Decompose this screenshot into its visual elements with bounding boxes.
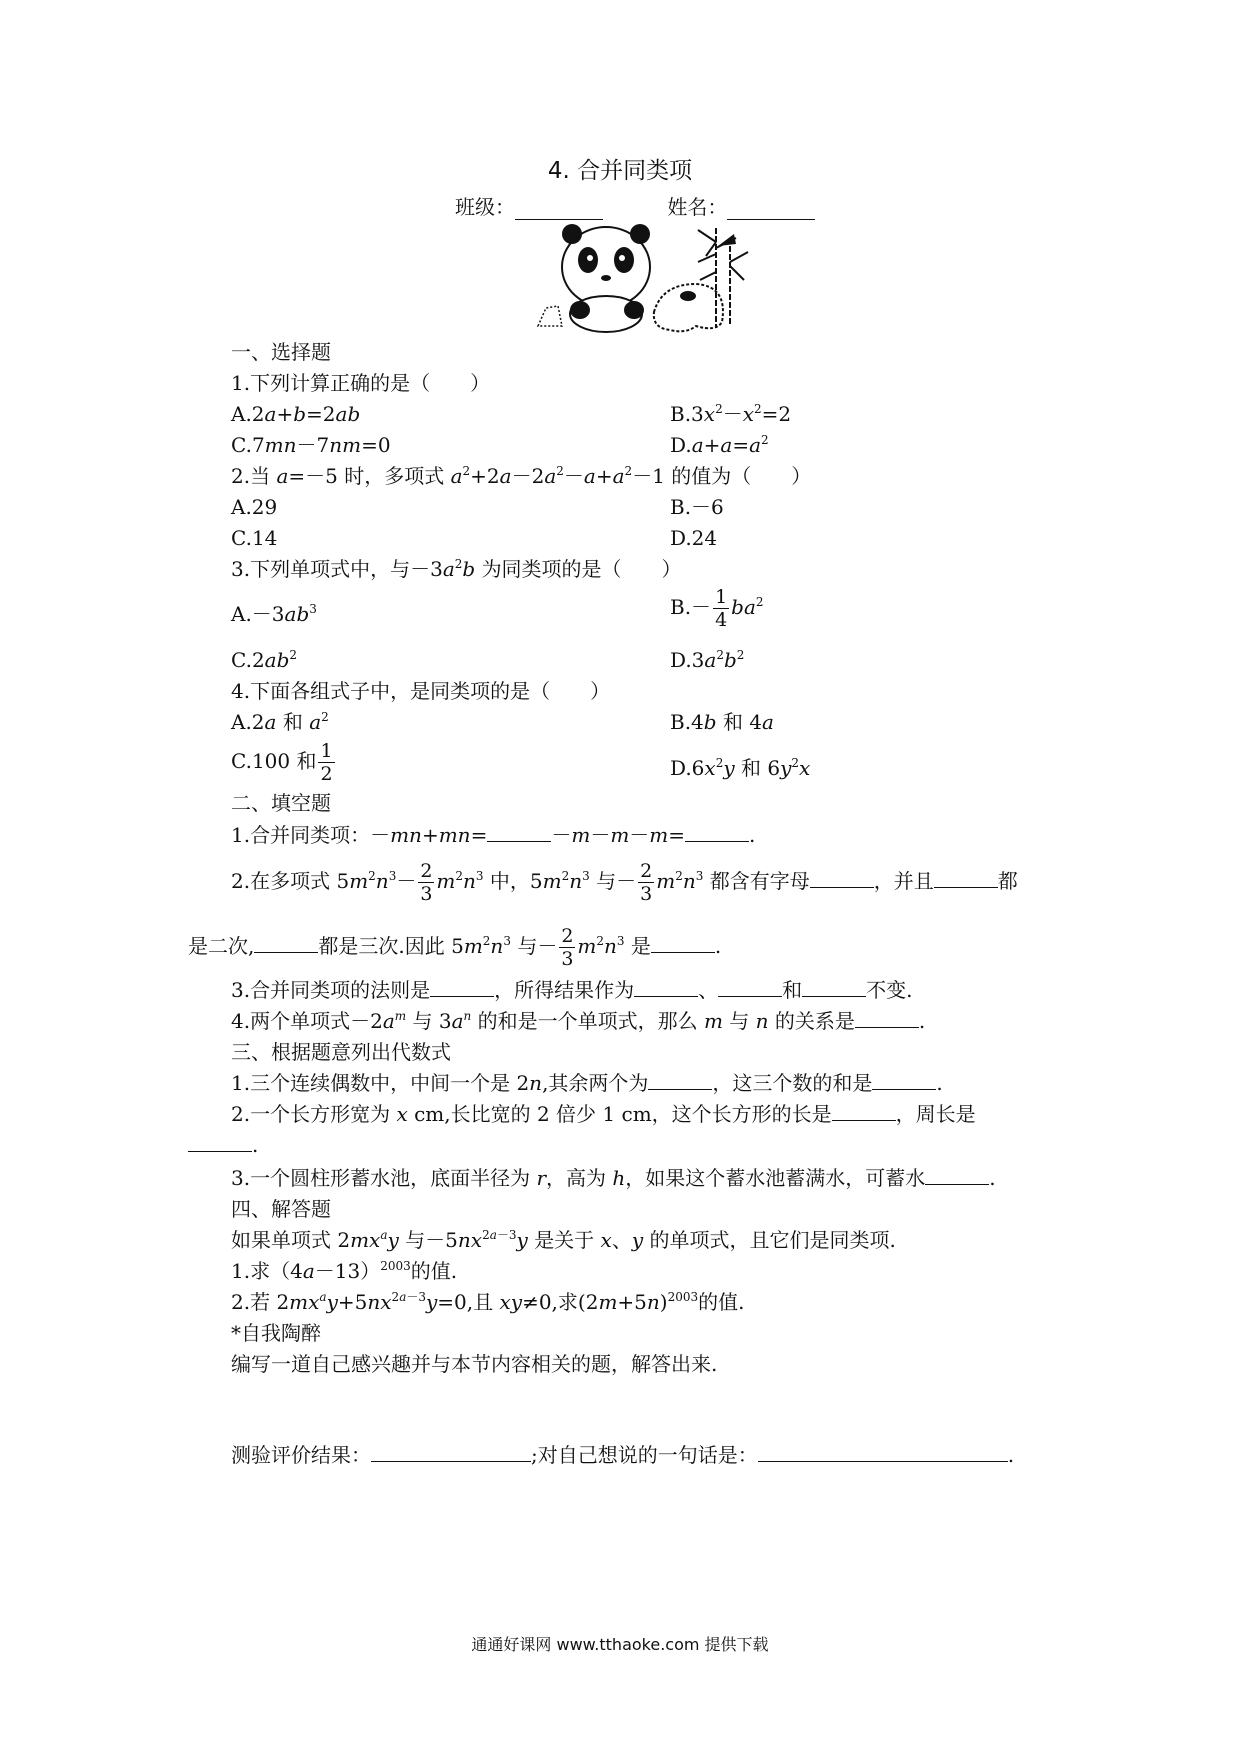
- q3-option-c: $C.2ab^2$: [231, 648, 298, 672]
- fill-q4: 4.两个单项式$-2a^m$ 与 $3a^n$ 的和是一个单项式，那么 m 与 n 的关系是 .: [231, 1009, 926, 1033]
- expr-q2-line2: .: [188, 1133, 258, 1157]
- fraction: $\frac{1}{2}$: [320, 740, 333, 785]
- self-challenge-desc: 编写一道自己感兴趣并与本节内容相关的题，解答出来.: [231, 1352, 718, 1376]
- class-blank[interactable]: [515, 201, 603, 220]
- evaluation-blank[interactable]: [371, 1443, 531, 1462]
- solve-intro: 如果单项式 $2mx^ay$ 与$-5nx^{2a-3}y$ 是关于 x、y 的单项式，且它们是同类项.: [231, 1228, 896, 1252]
- q3-option-b: B.－ $\frac{1}{4}$ $ba^2$: [670, 586, 764, 631]
- fill-q1: 1.合并同类项：－mn+mn= －m－m－m= .: [231, 823, 756, 847]
- name-blank[interactable]: [727, 201, 815, 220]
- q1-option-c: C.7mn－7nm=0: [231, 433, 391, 457]
- q4-option-c: C.100 和 $\frac{1}{2}$: [231, 740, 333, 785]
- q4-option-b: B.4b 和 4a: [670, 710, 774, 734]
- fraction: $\frac{1}{4}$: [715, 586, 728, 631]
- q4-option-d: $D.6x^2y$ 和 $6y^2x$: [670, 756, 811, 780]
- class-label: 班级：: [455, 195, 515, 219]
- q3-option-d: $D.3a^2b^2$: [670, 648, 745, 672]
- expr-q1: 1.三个连续偶数中，中间一个是 2n,其余两个为 ，这三个数的和是 .: [231, 1071, 943, 1095]
- expr-q2-line1: 2.一个长方形宽为 x cm,长比宽的 2 倍少 1 cm，这个长方形的长是 ，周长是: [231, 1102, 976, 1126]
- section-solve-heading: 四、解答题: [231, 1197, 331, 1221]
- solve-q1: 1.求$(4a-13)^{2003}$的值.: [231, 1259, 458, 1283]
- fill-q2-line1: 2.在多项式 $5m^2n^3-$ $\frac{2}{3}$ $m^2n^3$ 中，$5m^2n^3$ 与－ $\frac{2}{3}$ $m^2n^3$ 都含有字母 ，并且 都: [231, 860, 1018, 905]
- q3-option-a: $A.-3ab^3$: [231, 602, 317, 626]
- q2-option-a: A.29: [231, 495, 278, 519]
- student-info: [455, 191, 873, 220]
- q4-stem: 4.下面各组式子中，是同类项的是（ ）: [231, 679, 611, 703]
- q1-stem: 1.下列计算正确的是（ ）: [231, 371, 491, 395]
- section-choice-heading: 一、选择题: [231, 340, 331, 364]
- q2-option-d: D.24: [670, 526, 718, 550]
- page-title: 4. 合并同类项: [547, 158, 693, 184]
- name-label: 姓名：: [667, 195, 728, 219]
- footer-credit: 通通好课网 www.tthaoke.com 提供下载: [471, 1635, 769, 1654]
- fill-q3: 3.合并同类项的法则是 ，所得结果作为 、 和 不变.: [231, 978, 913, 1002]
- evaluation-line: 测验评价结果： ;对自己想说的一句话是： .: [231, 1443, 1015, 1467]
- q1-option-a: A.2a+b=2ab: [231, 402, 361, 426]
- q4-option-a: A.2a 和 $a^2$: [231, 710, 329, 734]
- section-expression-heading: 三、根据题意列出代数式: [231, 1040, 451, 1064]
- section-fill-heading: 二、填空题: [231, 791, 331, 815]
- q2-option-c: C.14: [231, 526, 278, 550]
- self-challenge-heading: *自我陶醉: [231, 1321, 321, 1345]
- q2-option-b: B.－6: [670, 495, 724, 519]
- q1-option-d: $D.a+a=a^2$: [670, 433, 769, 457]
- q3-stem: 3.下列单项式中，与$-3a^2b$ 为同类项的是（ ）: [231, 557, 682, 581]
- self-note-blank[interactable]: [758, 1443, 1008, 1462]
- panda-illustration: [536, 222, 756, 370]
- q2-stem: 2.当 a=－5 时，多项式 $a^2+2a-2a^2-a+a^2-1$ 的值为（ ）: [231, 464, 812, 488]
- fill-q2-line2: 是二次, 都是三次.因此 $5m^2n^3$ 与－ $\frac{2}{3}$ $m^2n^3$ 是 .: [188, 925, 722, 970]
- solve-q2: 2.若 $2mx^ay+5nx^{2a-3}y=0$,且 xy≠0,求$(2m+5n)^{2003}$的值.: [231, 1290, 745, 1314]
- q1-option-b: $B.3x^2-x^2=2$: [670, 402, 792, 426]
- expr-q3: 3.一个圆柱形蓄水池，底面半径为 r，高为 h，如果这个蓄水池蓄满水，可蓄水 .: [231, 1166, 996, 1190]
